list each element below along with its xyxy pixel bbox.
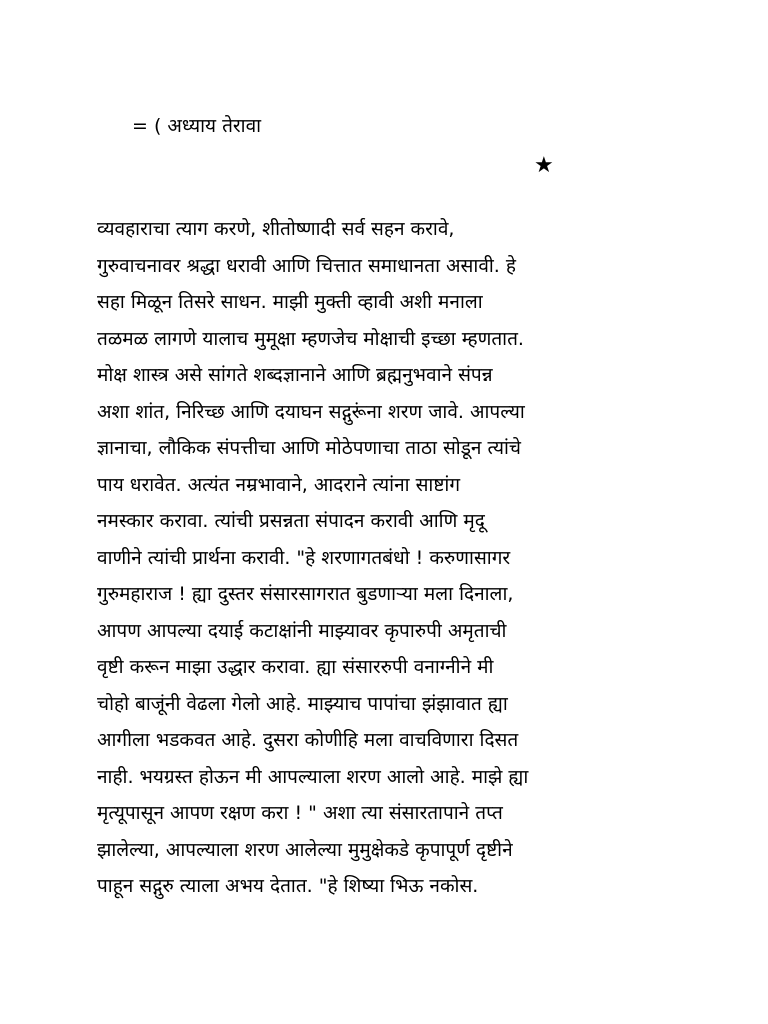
text-line: पाय धरावेत. अत्यंत नम्रभावाने, आदराने त्यांना साष्टांग [97, 473, 461, 496]
text-line: मोक्ष शास्त्र असे सांगते शब्दज्ञानाने आणि ब्रह्मनुभवाने संपन्न [97, 364, 493, 386]
text-line: सहा मिळून तिसरे साधन. माझी मुक्ती व्हावी अशी मनाला [97, 291, 483, 313]
text-line: नमस्कार करावा. त्यांची प्रसन्नता संपादन करावी आणि मृदू [97, 510, 485, 532]
text-line: आपण आपल्या दयाई कटाक्षांनी माझ्यावर कृपारुपी अमृताची [97, 619, 507, 642]
text-line: अशा शांत, निरिच्छ आणि दयाघन सद्गुरूंना शरण जावे. आपल्या [97, 400, 525, 423]
text-line: तळमळ लागणे यालाच मुमूक्षा म्हणजेच मोक्षाची इच्छा म्हणतात. [97, 327, 524, 350]
text-line: मृत्यूपासून आपण रक्षण करा ! " अशा त्या संसारतापाने तप्त [97, 802, 503, 824]
text-line: पाहून सद्गुरु त्याला अभय देतात. "हे शिष्या भिऊ नकोस. [97, 875, 479, 897]
text-line: वाणीने त्यांची प्रार्थना करावी. "हे शरणागतबंधो ! करुणासागर [97, 546, 511, 569]
star-icon: ★ [534, 153, 554, 178]
text-line: वृष्टी करून माझा उद्धार करावा. ह्या संसाररुपी वनाग्नीने मी [97, 656, 494, 678]
text-line: आगीला भडकवत आहे. दुसरा कोणीहि मला वाचविणारा दिसत [97, 729, 519, 751]
text-line: नाही. भयग्रस्त होऊन मी आपल्याला शरण आलो आहे. माझे ह्या [97, 765, 529, 788]
text-line: गुरुमहाराज ! ह्या दुस्तर संसारसागरात बुडणाऱ्या मला दिनाला, [97, 583, 514, 605]
chapter-heading: = ( अध्याय तेरावा [132, 115, 262, 137]
text-line: झालेल्या, आपल्याला शरण आलेल्या मुमुक्षेकडे कृपापूर्ण दृष्टीने [97, 838, 513, 861]
text-line: चोहो बाजूंनी वेढला गेलो आहे. माझ्याच पापांचा झंझावात ह्या [97, 692, 508, 715]
text-line: गुरुवाचनावर श्रद्धा धरावी आणि चित्तात समाधानता असावी. हे [97, 254, 516, 277]
text-line: ज्ञानाचा, लौकिक संपत्तीचा आणि मोठेपणाचा ताठा सोडून त्यांचे [97, 437, 521, 459]
text-line: व्यवहाराचा त्याग करणे, शीतोष्णादी सर्व सहन करावे, [97, 218, 455, 240]
body-paragraph [97, 211, 597, 905]
